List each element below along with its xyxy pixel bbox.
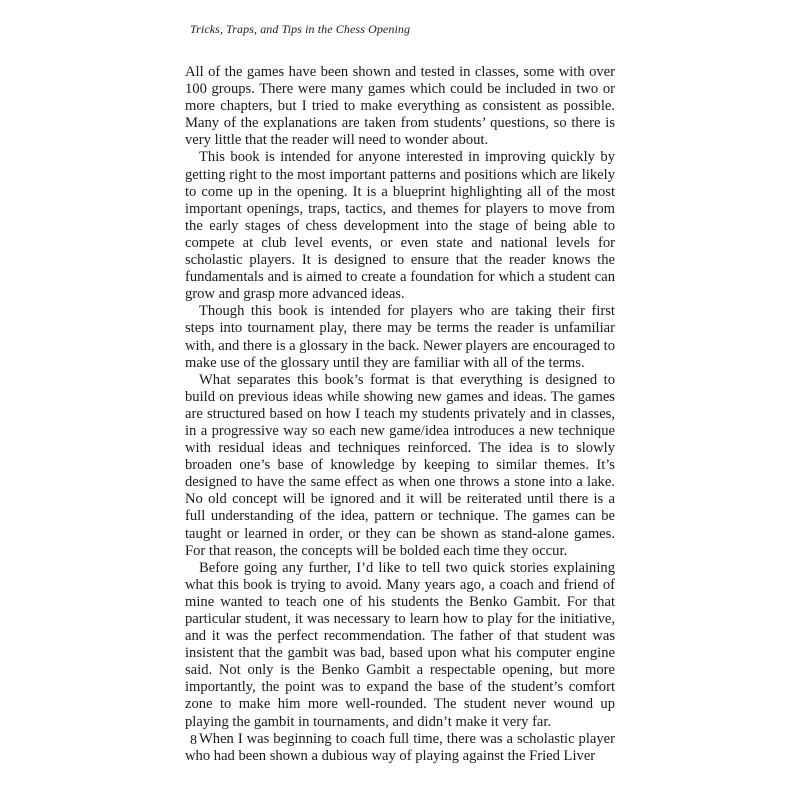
paragraph: All of the games have been shown and tested in classes, some with over 100 groups. There were many games which could be included in two or more chapters, but I tried to make everything as consistent as possible. Many of the explanations are taken from students’ questions, so there is very little that the reader will need to wonder about. [185,64,615,149]
running-head-title: Tricks, Traps, and Tips in the Chess Opening [190,22,411,36]
page-number: 8 [190,733,197,748]
body-text [185,64,615,765]
paragraph: When I was beginning to coach full time, there was a scholastic player who had been shown a dubious way of playing against the Fried Liver [185,730,615,764]
paragraph: Though this book is intended for players who are taking their first steps into tournament play, there may be terms the reader is unfamiliar with, and there is a glossary in the back. Newer players are encouraged to make use of the glossary until they are familiar with all of the terms. [185,303,615,371]
paragraph: Before going any further, I’d like to tell two quick stories explaining what this book is trying to avoid. Many years ago, a coach and friend of mine wanted to teach one of his students the Benko Gambit. For that particular student, it was necessary to learn how to play for the initiative, and it was the perfect recommendation. The father of that student was insistent that the gambit was bad, based upon what his computer engine said. Not only is the Benko Gambit a respectable opening, but more importantly, the point was to expand the base of the student’s comfort zone to make him more well-rounded. The student never wound up playing the gambit in tournaments, and didn’t make it very far. [185,559,615,730]
paragraph: This book is intended for anyone interested in improving quickly by getting right to the most important patterns and positions which are likely to come up in the opening. It is a blueprint highlighting all of the most important openings, traps, tactics, and themes for players to move from the early stages of chess development into the stage of being able to compete at club level events, or even state and national levels for scholastic players. It is designed to ensure that the reader knows the fundamentals and is aimed to create a foundation for which a student can grow and grasp more advanced ideas. [185,149,615,303]
paragraph: What separates this book’s format is that everything is designed to build on previous ideas while showing new games and ideas. The games are structured based on how I teach my students privately and in classes, in a progressive way so each new game/idea introduces a new technique with residual ideas and techniques reinforced. The idea is to slowly broaden one’s base of knowledge by keeping to similar themes. It’s designed to have the same effect as when one throws a stone into a lake. No old concept will be ignored and it will be reiterated until there is a full understanding of the idea, pattern or technique. The games can be taught or learned in order, or they can be shown as stand-alone games. For that reason, the concepts will be bolded each time they occur. [185,371,615,559]
